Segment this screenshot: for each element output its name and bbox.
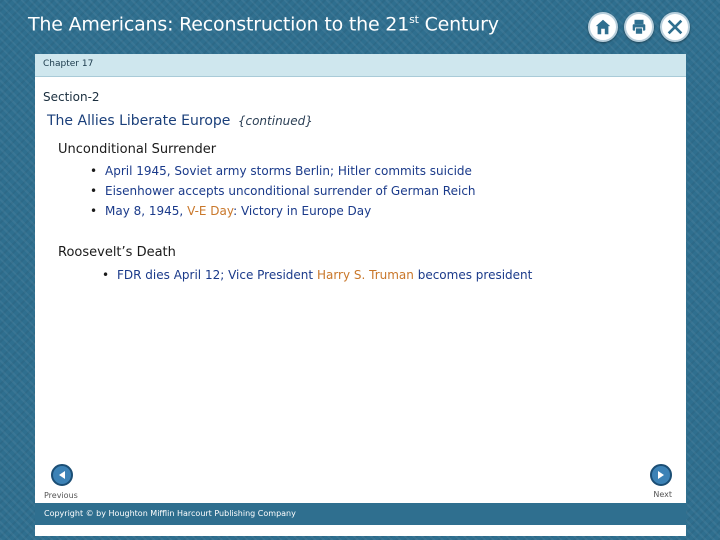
home-icon xyxy=(594,18,612,36)
list-item: • Eisenhower accepts unconditional surrender of German Reich xyxy=(90,184,476,198)
app-title-tail: Century xyxy=(418,13,499,36)
key-term-ve-day: V-E Day xyxy=(187,204,234,218)
slide-content xyxy=(35,54,686,536)
bullet-list-surrender xyxy=(90,161,476,221)
app-title-main: The Americans: Reconstruction to the 21 xyxy=(28,13,410,36)
bullet-text: May 8, 1945, xyxy=(105,204,188,218)
section-title xyxy=(47,113,313,129)
heading-unconditional-surrender: Unconditional Surrender xyxy=(58,142,217,157)
home-button[interactable] xyxy=(588,12,618,42)
print-button[interactable] xyxy=(624,12,654,42)
list-item: • April 1945, Soviet army storms Berlin; Hitler commits suicide xyxy=(90,164,472,178)
close-button[interactable] xyxy=(660,12,690,42)
previous-button[interactable] xyxy=(51,464,73,486)
copyright-text: Copyright © by Houghton Mifflin Harcourt Publishing Company xyxy=(44,509,296,518)
key-term-truman: Harry S. Truman xyxy=(316,268,414,282)
print-icon xyxy=(630,18,648,36)
nav-icons xyxy=(588,12,690,42)
chapter-bar xyxy=(35,54,686,77)
bullet-text: : Victory in Europe Day xyxy=(233,204,372,218)
list-item: • May 8, 1945, V-E Day: Victory in Europe Day xyxy=(90,204,372,218)
list-item: • FDR dies April 12; Vice President Harry S. Truman becomes president xyxy=(102,268,533,282)
chapter-label: Chapter 17 xyxy=(43,59,94,69)
app-title-sup: st xyxy=(409,13,419,26)
bullet-text: Eisenhower accepts unconditional surrender of German Reich xyxy=(105,184,476,198)
bullet-text: April 1945, Soviet army storms Berlin; Hitler commits suicide xyxy=(105,164,472,178)
previous-label[interactable]: Previous xyxy=(44,491,78,500)
close-icon xyxy=(666,18,684,36)
arrow-right-icon xyxy=(656,470,666,480)
arrow-left-icon xyxy=(57,470,67,480)
section-title-text: The Allies Liberate Europe xyxy=(47,113,231,129)
app-title xyxy=(28,13,499,35)
bullet-text: FDR dies April 12; Vice President xyxy=(117,268,317,282)
bullet-text: becomes president xyxy=(413,268,533,282)
footer-bar xyxy=(35,503,686,525)
bullet-list-roosevelt xyxy=(102,265,533,285)
heading-roosevelts-death: Roosevelt’s Death xyxy=(58,245,176,260)
next-label[interactable]: Next xyxy=(653,490,672,499)
continued-label: {continued} xyxy=(237,114,313,128)
next-button[interactable] xyxy=(650,464,672,486)
section-label: Section-2 xyxy=(43,90,100,104)
